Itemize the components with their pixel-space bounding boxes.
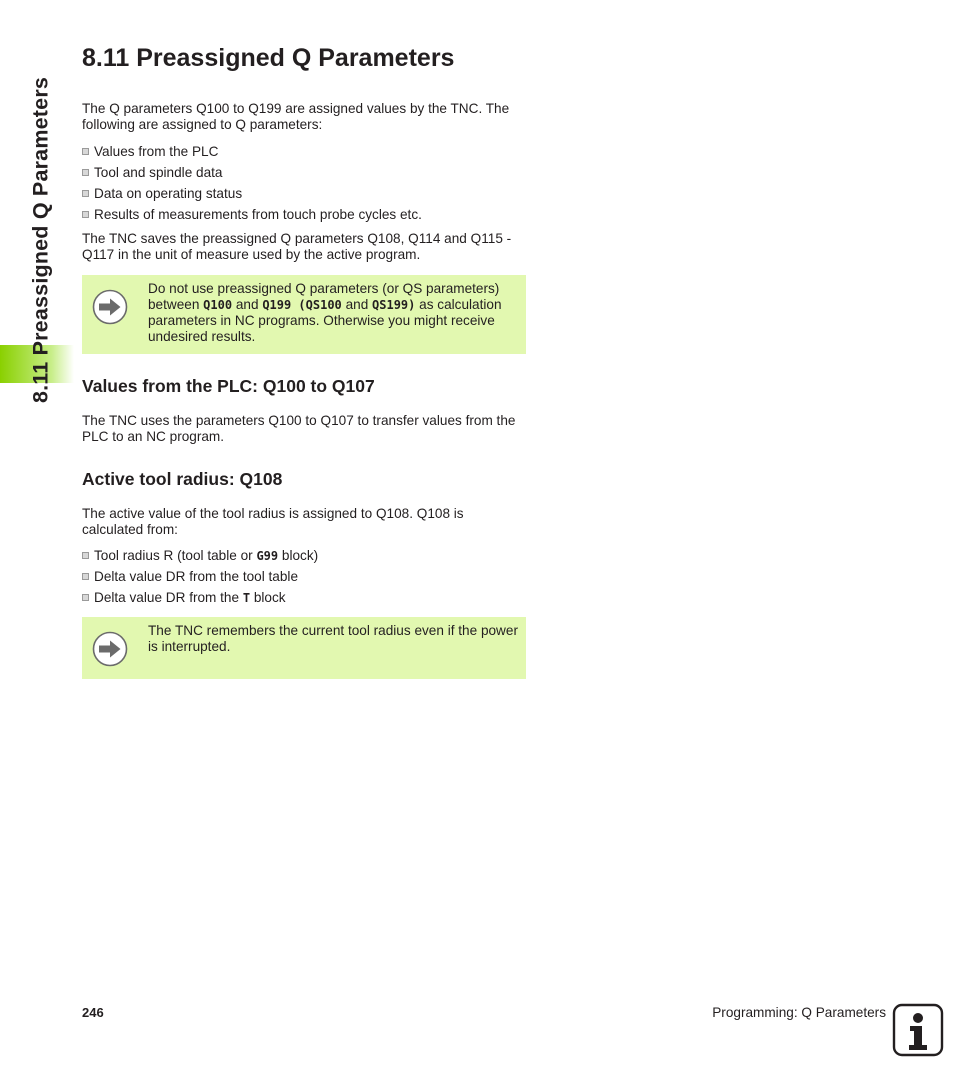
plc-paragraph: The TNC uses the parameters Q100 to Q107 to transfer values from the PLC to an NC program. (82, 413, 516, 444)
code-q199: Q199 (QS100 (262, 298, 342, 312)
side-chapter-label: 8.11 Preassigned Q Parameters (28, 76, 53, 404)
code-g99: G99 (256, 549, 279, 563)
intro-paragraph: The Q parameters Q100 to Q199 are assigned values by the TNC. The following are assigned to Q parameters: (82, 101, 510, 132)
list-item (82, 204, 422, 225)
bullet-square-icon (82, 594, 89, 601)
units-paragraph: The TNC saves the preassigned Q parameters Q108, Q114 and Q115 - Q117 in the unit of measure used by the active program. (82, 231, 512, 262)
note-box-preassigned-warning (82, 275, 526, 354)
list-item (82, 141, 422, 162)
code-t: T (242, 591, 251, 605)
code-q100: Q100 (203, 298, 233, 312)
bullet-square-icon (82, 552, 89, 559)
bullet-square-icon (82, 190, 89, 197)
footer-chapter-title: Programming: Q Parameters (712, 1005, 886, 1020)
arrow-right-icon (92, 289, 128, 325)
bullet-square-icon (82, 573, 89, 580)
radius-list (82, 545, 318, 608)
list-item: Delta value DR from the T block (82, 587, 318, 608)
list-item (82, 183, 422, 204)
side-chapter-title (0, 0, 80, 1091)
page-title: 8.11 Preassigned Q Parameters (82, 44, 455, 72)
bullet-square-icon (82, 211, 89, 218)
bullet-square-icon (82, 169, 89, 176)
note-text: Do not use preassigned Q parameters (or QS parameters) between Q100 and Q199 (QS100 and QS199) as calculation parameters in NC programs. Otherwise you might receive undesired results. (148, 281, 502, 344)
bullet-square-icon (82, 148, 89, 155)
list-item-text: Tool and spindle data (94, 165, 223, 180)
page-number: 246 (82, 1005, 104, 1020)
list-item: Delta value DR from the tool table (82, 566, 318, 587)
note-text: The TNC remembers the current tool radius even if the power is interrupted. (148, 623, 518, 654)
info-icon (892, 1003, 944, 1057)
heading-active-tool-radius: Active tool radius: Q108 (82, 469, 283, 489)
code-qs199: QS199) (372, 298, 416, 312)
list-item: Tool radius R (tool table or G99 block) (82, 545, 318, 566)
list-item-text: Results of measurements from touch probe cycles etc. (94, 207, 422, 222)
list-item (82, 162, 422, 183)
heading-plc-values: Values from the PLC: Q100 to Q107 (82, 376, 375, 396)
assigned-list (82, 141, 422, 225)
arrow-right-icon (92, 631, 128, 667)
list-item-text: Data on operating status (94, 186, 243, 201)
list-item-text: Values from the PLC (94, 144, 219, 159)
note-box-radius-remembered (82, 617, 526, 679)
radius-paragraph: The active value of the tool radius is assigned to Q108. Q108 is calculated from: (82, 506, 464, 537)
